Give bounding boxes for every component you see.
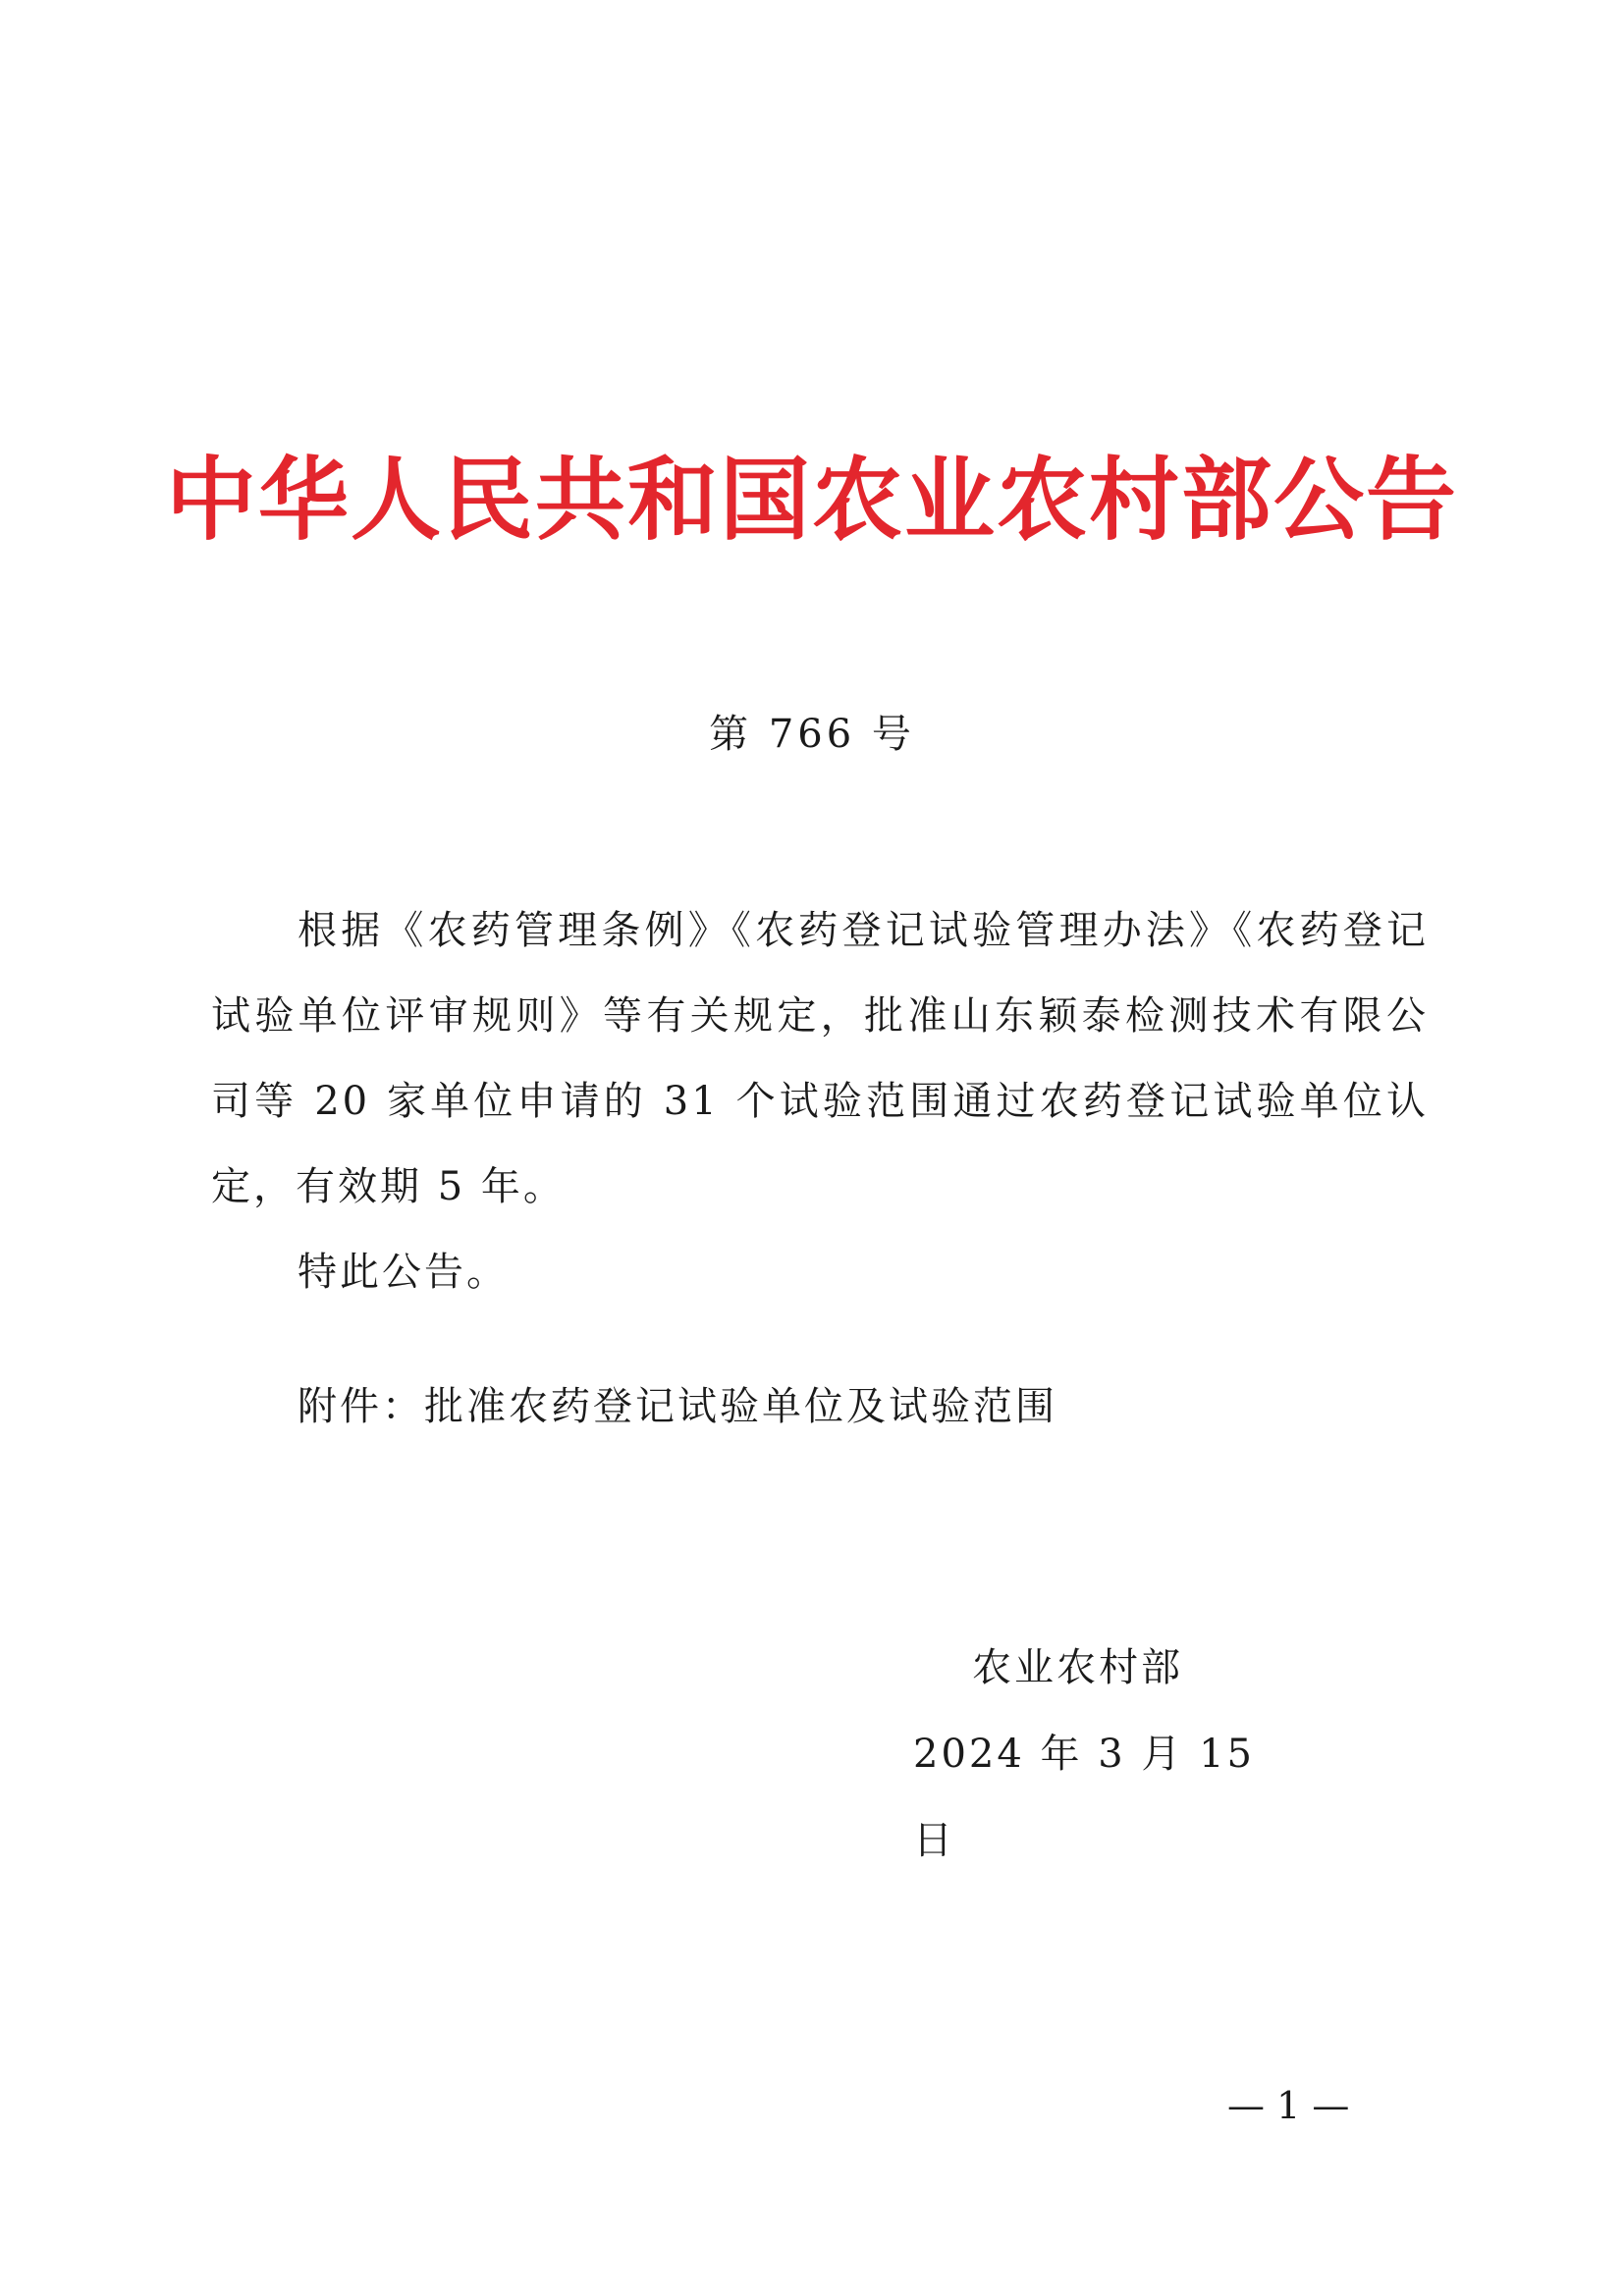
attachment-line: 附件：批准农药登记试验单位及试验范围 bbox=[298, 1384, 1057, 1429]
body-paragraph-main: 根据《农药管理条例》《农药登记试验管理办法》《农药登记试验单位评审规则》等有关规定，批准山东颖泰检测技术有限公司等 20 家单位申请的 31 个试验范围通过农药登记试验单位认定，有效期 5 年。 bbox=[211, 908, 1429, 1209]
body-paragraph-closing: 特此公告。 bbox=[298, 1250, 509, 1295]
document-title: 中华人民共和国农业农村部公告 bbox=[165, 448, 1458, 553]
signature-block bbox=[913, 1625, 1306, 1884]
issuing-organization: 农业农村部 bbox=[972, 1645, 1183, 1690]
document-number: 第 766 号 bbox=[709, 712, 915, 757]
document-body bbox=[211, 888, 1429, 1315]
page-number: — 1 — bbox=[1227, 2084, 1350, 2127]
issue-date: 2024 年 3 月 15 日 bbox=[913, 1732, 1256, 1863]
